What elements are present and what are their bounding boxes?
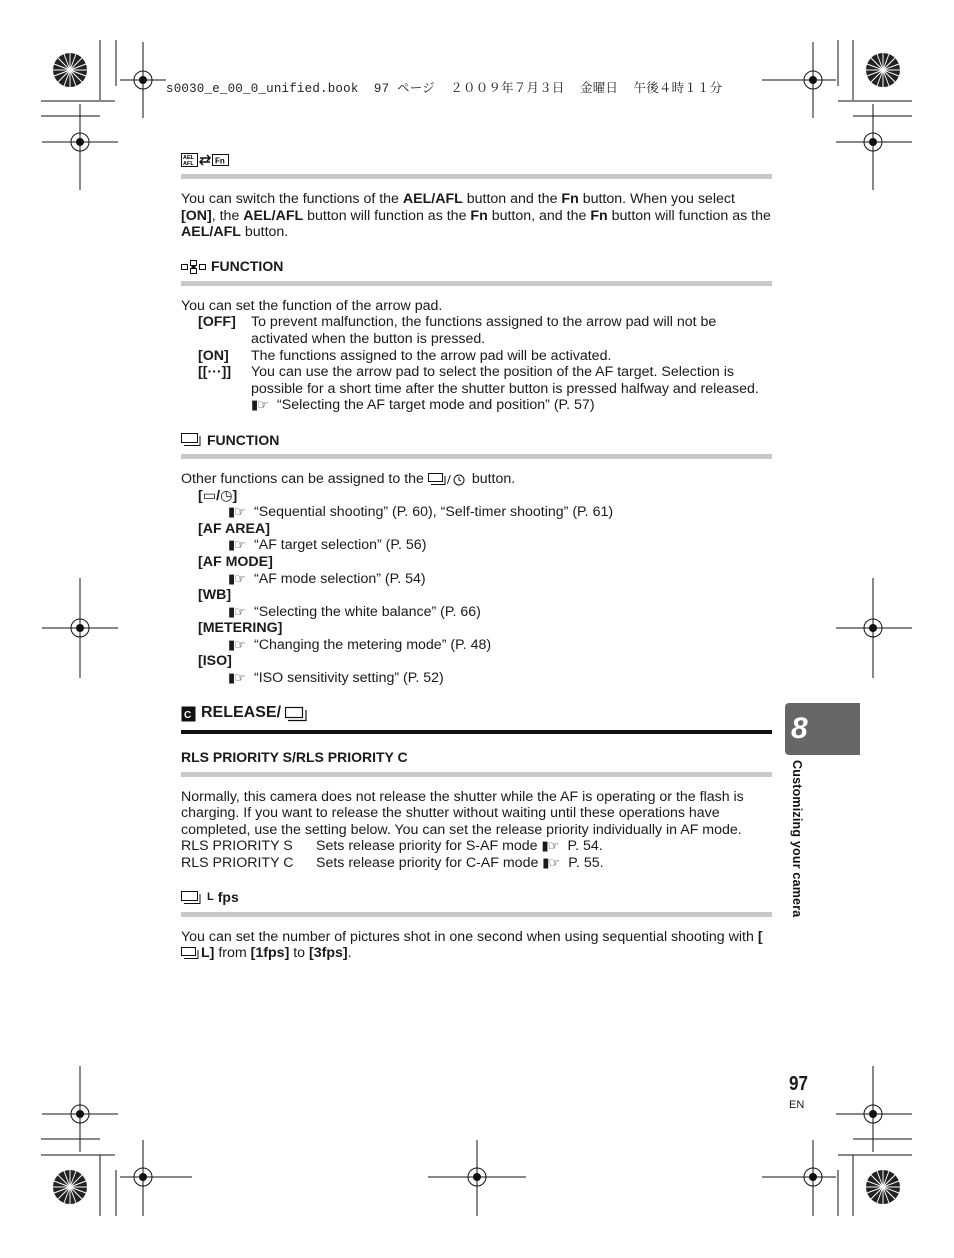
section-ael-fn-body: You can switch the functions of the AEL/AFL button and the Fn button. When you select [ON], the AEL/AFL button will function as the Fn button, and the Fn button will function as the AEL/AFL button.	[181, 191, 771, 241]
drive-option-key: [AF MODE]	[198, 553, 273, 570]
reference-hand-icon: ▮☞	[251, 397, 268, 413]
reference-hand-icon: ▮☞	[228, 537, 245, 553]
print-header: s0030_e_00_0_unified.book 97 ページ ２００９年７月３日 金曜日 午後４時１１分	[166, 82, 723, 96]
section-rule	[181, 174, 772, 179]
drive-option-ref: ▮☞ “Sequential shooting” (P. 60), “Self-timer shooting” (P. 61)	[228, 504, 614, 521]
drive-option-key: [METERING]	[198, 620, 283, 637]
chapter-tab: 8	[785, 703, 860, 755]
drive-option-key: [WB]	[198, 587, 232, 604]
option-ref-row: ▮☞ “Selecting the AF target mode and position” (P. 57)	[251, 397, 595, 414]
section-fps-title: L fps	[181, 888, 772, 908]
page-number: 97	[789, 1073, 808, 1095]
reference-hand-icon: ▮☞	[228, 636, 245, 652]
svg-text:AEL: AEL	[183, 155, 194, 161]
priority-row: RLS PRIORITY S Sets release priority for S-AF mode ▮☞ P. 54.	[181, 838, 603, 855]
drive-option-ref: ▮☞ “AF mode selection” (P. 54)	[228, 570, 426, 587]
drive-option-ref: ▮☞ “Selecting the white balance” (P. 66)	[228, 603, 481, 620]
section-arrowpad-intro: You can set the function of the arrow pad.	[181, 297, 443, 314]
section-drive-function-title: FUNCTION	[181, 430, 772, 450]
reference-hand-icon: ▮☞	[228, 504, 245, 520]
reference-hand-icon: ▮☞	[541, 838, 559, 854]
section-ael-fn-title	[181, 150, 772, 170]
custom-menu-c-icon	[181, 706, 197, 722]
drive-option-ref: ▮☞ “Changing the metering mode” (P. 48)	[228, 636, 492, 653]
section-rule-dark	[181, 730, 772, 734]
reference-hand-icon: ▮☞	[228, 570, 245, 586]
reference-hand-icon: ▮☞	[228, 670, 245, 686]
sequential-shooting-icon	[181, 891, 203, 905]
page-content	[181, 150, 772, 962]
chapter-label: Customizing your camera	[790, 760, 804, 918]
section-arrowpad-function-title: FUNCTION	[181, 257, 772, 277]
priority-row: RLS PRIORITY C Sets release priority for C-AF mode ▮☞ P. 55.	[181, 855, 604, 872]
language-code: EN	[789, 1099, 805, 1111]
section-rule	[181, 454, 772, 459]
option-row: [[···]] You can use the arrow pad to select the position of the AF target. Selection is possible for a short time after the shutter button is pressed halfway and released.	[198, 364, 759, 397]
sequential-shooting-icon	[181, 946, 201, 960]
reference-hand-icon: ▮☞	[542, 855, 560, 871]
option-row: [OFF] To prevent malfunction, the functions assigned to the arrow pad will not be activated when the button is pressed.	[198, 314, 717, 347]
drive-option-ref: ▮☞ “AF target selection” (P. 56)	[228, 537, 427, 554]
section-fps-body: You can set the number of pictures shot in one second when using sequential shooting with [L] from [1fps] to [3fps].	[181, 928, 763, 962]
sequential-selftimer-icon	[428, 472, 468, 486]
drive-option-key: [ISO]	[198, 653, 232, 670]
section-release-title: C RELEASE/	[181, 703, 772, 725]
section-rls-priority-title: RLS PRIORITY S/RLS PRIORITY C	[181, 749, 408, 766]
svg-text:AFL: AFL	[183, 161, 194, 167]
arrow-pad-icon	[181, 260, 207, 274]
drive-option-key: [▭/◷]	[198, 487, 238, 504]
option-row: [ON] The functions assigned to the arrow pad will be activated.	[198, 347, 612, 364]
section-rule	[181, 281, 772, 286]
sequential-shooting-icon	[285, 706, 309, 722]
section-drive-intro: Other functions can be assigned to the / button.	[181, 470, 516, 487]
reference-hand-icon: ▮☞	[228, 603, 245, 619]
section-rule	[181, 912, 772, 917]
ael-fn-swap-icon	[181, 153, 229, 167]
svg-text:/: /	[446, 473, 451, 487]
section-rule	[181, 772, 772, 777]
section-rls-body: Normally, this camera does not release the shutter while the AF is operating or the flash is charging. If you want to release the shutter without waiting until these operations have completed, use the setting below. You can set the release priority individually in AF mode.	[181, 788, 744, 838]
sequential-shooting-icon	[181, 433, 203, 447]
drive-option-key: [AF AREA]	[198, 520, 270, 537]
drive-option-ref: ▮☞ “ISO sensitivity setting” (P. 52)	[228, 670, 444, 687]
svg-text:C: C	[184, 709, 192, 721]
svg-text:Fn: Fn	[215, 156, 225, 166]
